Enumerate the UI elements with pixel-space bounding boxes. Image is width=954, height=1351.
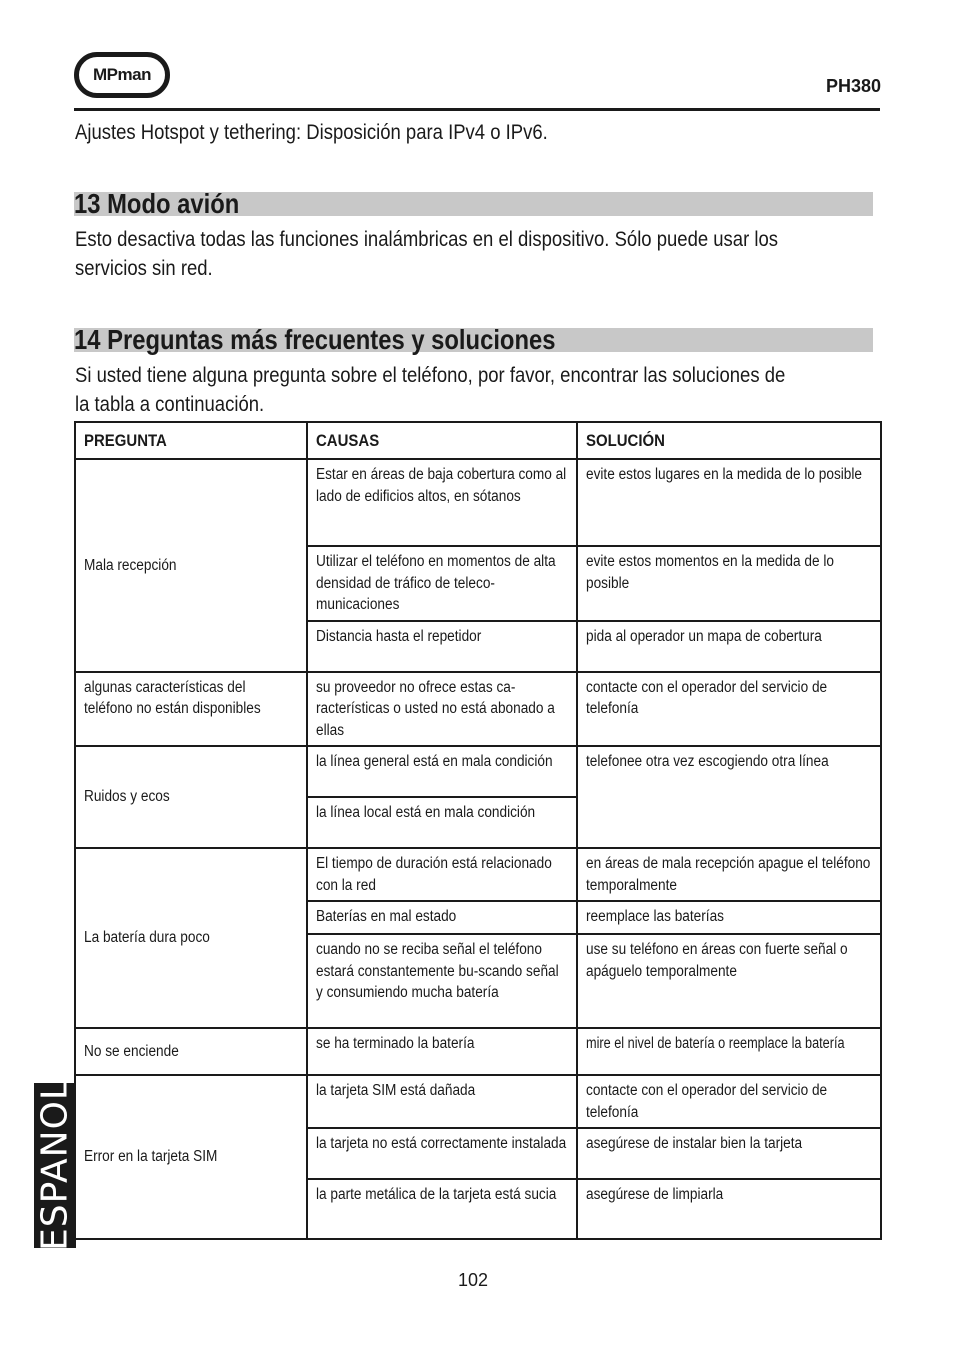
header-pregunta: PREGUNTA xyxy=(75,422,307,459)
header-rule xyxy=(74,108,880,111)
section-14-body xyxy=(75,361,875,419)
section-13-body-line2: servicios sin red. xyxy=(75,256,213,280)
faq-table xyxy=(74,421,882,1240)
section-13-heading xyxy=(74,188,873,219)
solution-cell: reemplace las baterías xyxy=(577,901,881,934)
table-row xyxy=(75,1028,881,1075)
solution-cell: evite estos momentos en la medida de lo posible xyxy=(577,546,881,621)
cause-cell: la parte metálica de la tarjeta está sucia xyxy=(307,1179,577,1239)
solution-cell: en áreas de mala recepción apague el teléfono temporalmente xyxy=(577,848,881,901)
section-14-body-line1: Si usted tiene alguna pregunta sobre el teléfono, por favor, encontrar las soluciones de xyxy=(75,363,786,387)
header-causas: CAUSAS xyxy=(307,422,577,459)
cause-cell: Estar en áreas de baja cobertura como al lado de edificios altos, en sótanos xyxy=(307,459,577,546)
question-cell: algunas características del teléfono no están disponibles xyxy=(75,672,307,747)
page-number: 102 xyxy=(457,1270,489,1290)
table-row xyxy=(75,459,881,546)
section-14-heading xyxy=(74,324,873,355)
language-side-tab xyxy=(34,1079,76,1251)
cause-cell: Distancia hasta el repetidor xyxy=(307,621,577,672)
logo-text: MPman xyxy=(93,65,151,84)
solution-cell: contacte con el operador del servicio de telefonía xyxy=(577,1075,881,1128)
solution-cell: use su teléfono en áreas con fuerte señal o apáguelo temporalmente xyxy=(577,934,881,1028)
table-row xyxy=(75,848,881,901)
mpman-logo xyxy=(74,52,170,98)
cause-cell: la tarjeta SIM está dañada xyxy=(307,1075,577,1128)
section-13-title: 13 Modo avión xyxy=(74,188,240,219)
cause-cell: su proveedor no ofrece estas ca-racterísticas o usted no está abonado a ellas xyxy=(307,672,577,747)
table-row xyxy=(75,672,881,747)
solution-cell: mire el nivel de batería o reemplace la batería xyxy=(577,1028,881,1075)
solution-cell: pida al operador un mapa de cobertura xyxy=(577,621,881,672)
solution-cell: evite estos lugares en la medida de lo posible xyxy=(577,459,881,546)
question-cell: Mala recepción xyxy=(75,459,307,672)
cause-cell: la tarjeta no está correctamente instalada xyxy=(307,1128,577,1179)
section-14-body-line2: la tabla a continuación. xyxy=(75,392,265,416)
table-row xyxy=(75,1075,881,1128)
section-13-body xyxy=(75,225,875,283)
cause-cell: la línea general está en mala condición xyxy=(307,746,577,797)
cause-cell: la línea local está en mala condición xyxy=(307,797,577,848)
solution-cell: telefonee otra vez escogiendo otra línea xyxy=(577,746,881,848)
cause-cell: Utilizar el teléfono en momentos de alta densidad de tráfico de teleco-municaciones xyxy=(307,546,577,621)
model-number: PH380 xyxy=(825,76,881,96)
solution-cell: contacte con el operador del servicio de telefonía xyxy=(577,672,881,747)
question-cell: No se enciende xyxy=(75,1028,307,1075)
question-cell: Error en la tarjeta SIM xyxy=(75,1075,307,1239)
header-solucion: SOLUCIÓN xyxy=(577,422,881,459)
section-14-title: 14 Preguntas más frecuentes y soluciones xyxy=(74,324,556,355)
cause-cell: El tiempo de duración está relacionado con la red xyxy=(307,848,577,901)
cause-cell: cuando no se reciba señal el teléfono estará constantemente bu-scando señal y consumiendo mucha batería xyxy=(307,934,577,1028)
language-label: ESPANOL xyxy=(34,1079,76,1251)
cause-cell: Baterías en mal estado xyxy=(307,901,577,934)
cause-cell: se ha terminado la batería xyxy=(307,1028,577,1075)
table-row xyxy=(75,746,881,797)
solution-cell: asegúrese de limpiarla xyxy=(577,1179,881,1239)
question-cell: La batería dura poco xyxy=(75,848,307,1028)
section-13-body-line1: Esto desactiva todas las funciones inalámbricas en el dispositivo. Sólo puede usar los xyxy=(75,227,779,251)
solution-cell: asegúrese de instalar bien la tarjeta xyxy=(577,1128,881,1179)
table-header-row xyxy=(75,422,881,459)
intro-line: Ajustes Hotspot y tethering: Disposición para IPv4 o IPv6. xyxy=(75,120,548,144)
question-cell: Ruidos y ecos xyxy=(75,746,307,848)
